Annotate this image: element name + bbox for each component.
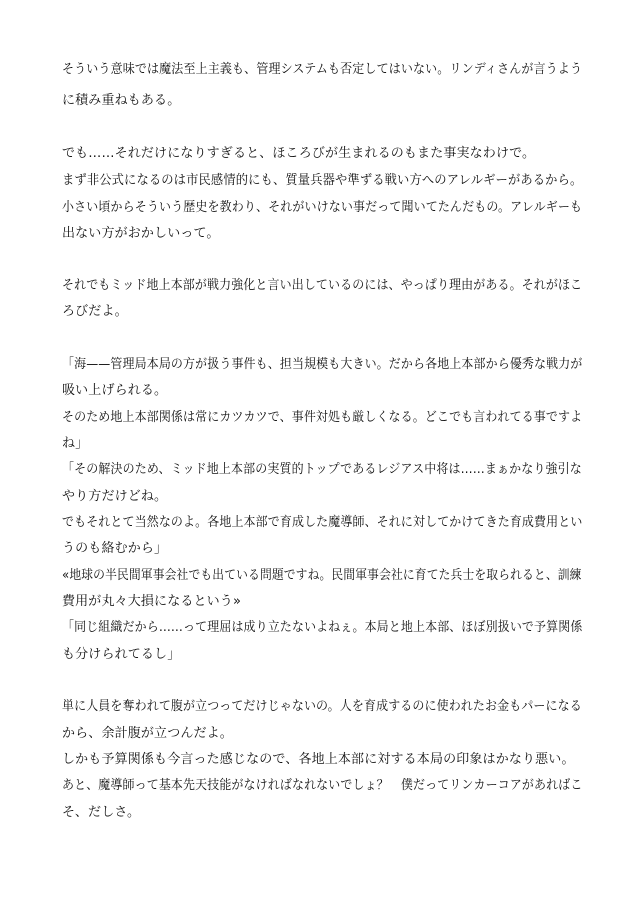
text-line: 単に人員を奪われて腹が立つってだけじゃないの。人を育成するのに使われたお金もパーになる [62,699,582,714]
text-line: 「海——管理局本局の方が扱う事件も、担当規模も大きい。だから各地上本部から優秀な戦力が [62,357,583,372]
text-line: 出ない方がおかしいって。 [62,226,220,241]
text-line: そ、だしさ。 [62,805,141,820]
text-line: «地球の半民間軍事会社でも出ている問題ですね。民間軍事会社に育てた兵士を取られると、訓練 [62,568,582,583]
text-line: 「その解決のため、ミッド地上本部の実質的トップであるレジアス中将は……まぁかなり強引な [62,462,582,477]
text-line: ね」 [62,436,89,451]
text-line: 小さい頃からそういう歴史を教わり、それがいけない事だって聞いてたんだもの。アレルギーも [62,200,583,215]
text-line: そういう意味では魔法至上主義も、管理システムも否定してはいない。リンディさんが言うよう [62,62,583,77]
text-line: あと、魔導師って基本先天技能がなければなれないでしょ？ 僕だってリンカーコアがあればこ [62,778,583,793]
text-line: 「同じ組織だから……って理屈は成り立たないよねぇ。本局と地上本部、ほぼ別扱いで予算関係 [62,620,583,635]
text-line: ろびだよ。 [62,304,128,319]
text-line: に積み重ねもある。 [62,93,181,108]
text-line: やり方だけどね。 [62,489,168,504]
text-line: も分けられてるし」 [62,647,181,662]
text-line: でも……それだけになりすぎると、ほころびが生まれるのもまた事実なわけで。 [62,146,536,161]
text-line: 費用が丸々大損になるという» [62,594,242,609]
text-line: から、余計腹が立つんだよ。 [62,726,233,741]
text-line: うのも絡むから」 [62,541,168,556]
text-line: でもそれとて当然なのよ。各地上本部で育成した魔導師、それに対してかけてきた育成費用とい [62,515,583,530]
text-line: それでもミッド地上本部が戦力強化と言い出しているのには、やっぱり理由がある。それがほこ [62,278,583,293]
text-line: まず非公式になるのは市民感情的にも、質量兵器や準ずる戦い方へのアレルギーがあるから。 [62,173,583,188]
text-line: そのため地上本部関係は常にカツカツで、事件対処も厳しくなる。どこでも言われてる事ですよ [62,410,583,425]
text-line: 吸い上げられる。 [62,383,168,398]
text-line: しかも予算関係も今言った感じなので、各地上本部に対する本局の印象はかなり悪い。 [62,752,575,767]
